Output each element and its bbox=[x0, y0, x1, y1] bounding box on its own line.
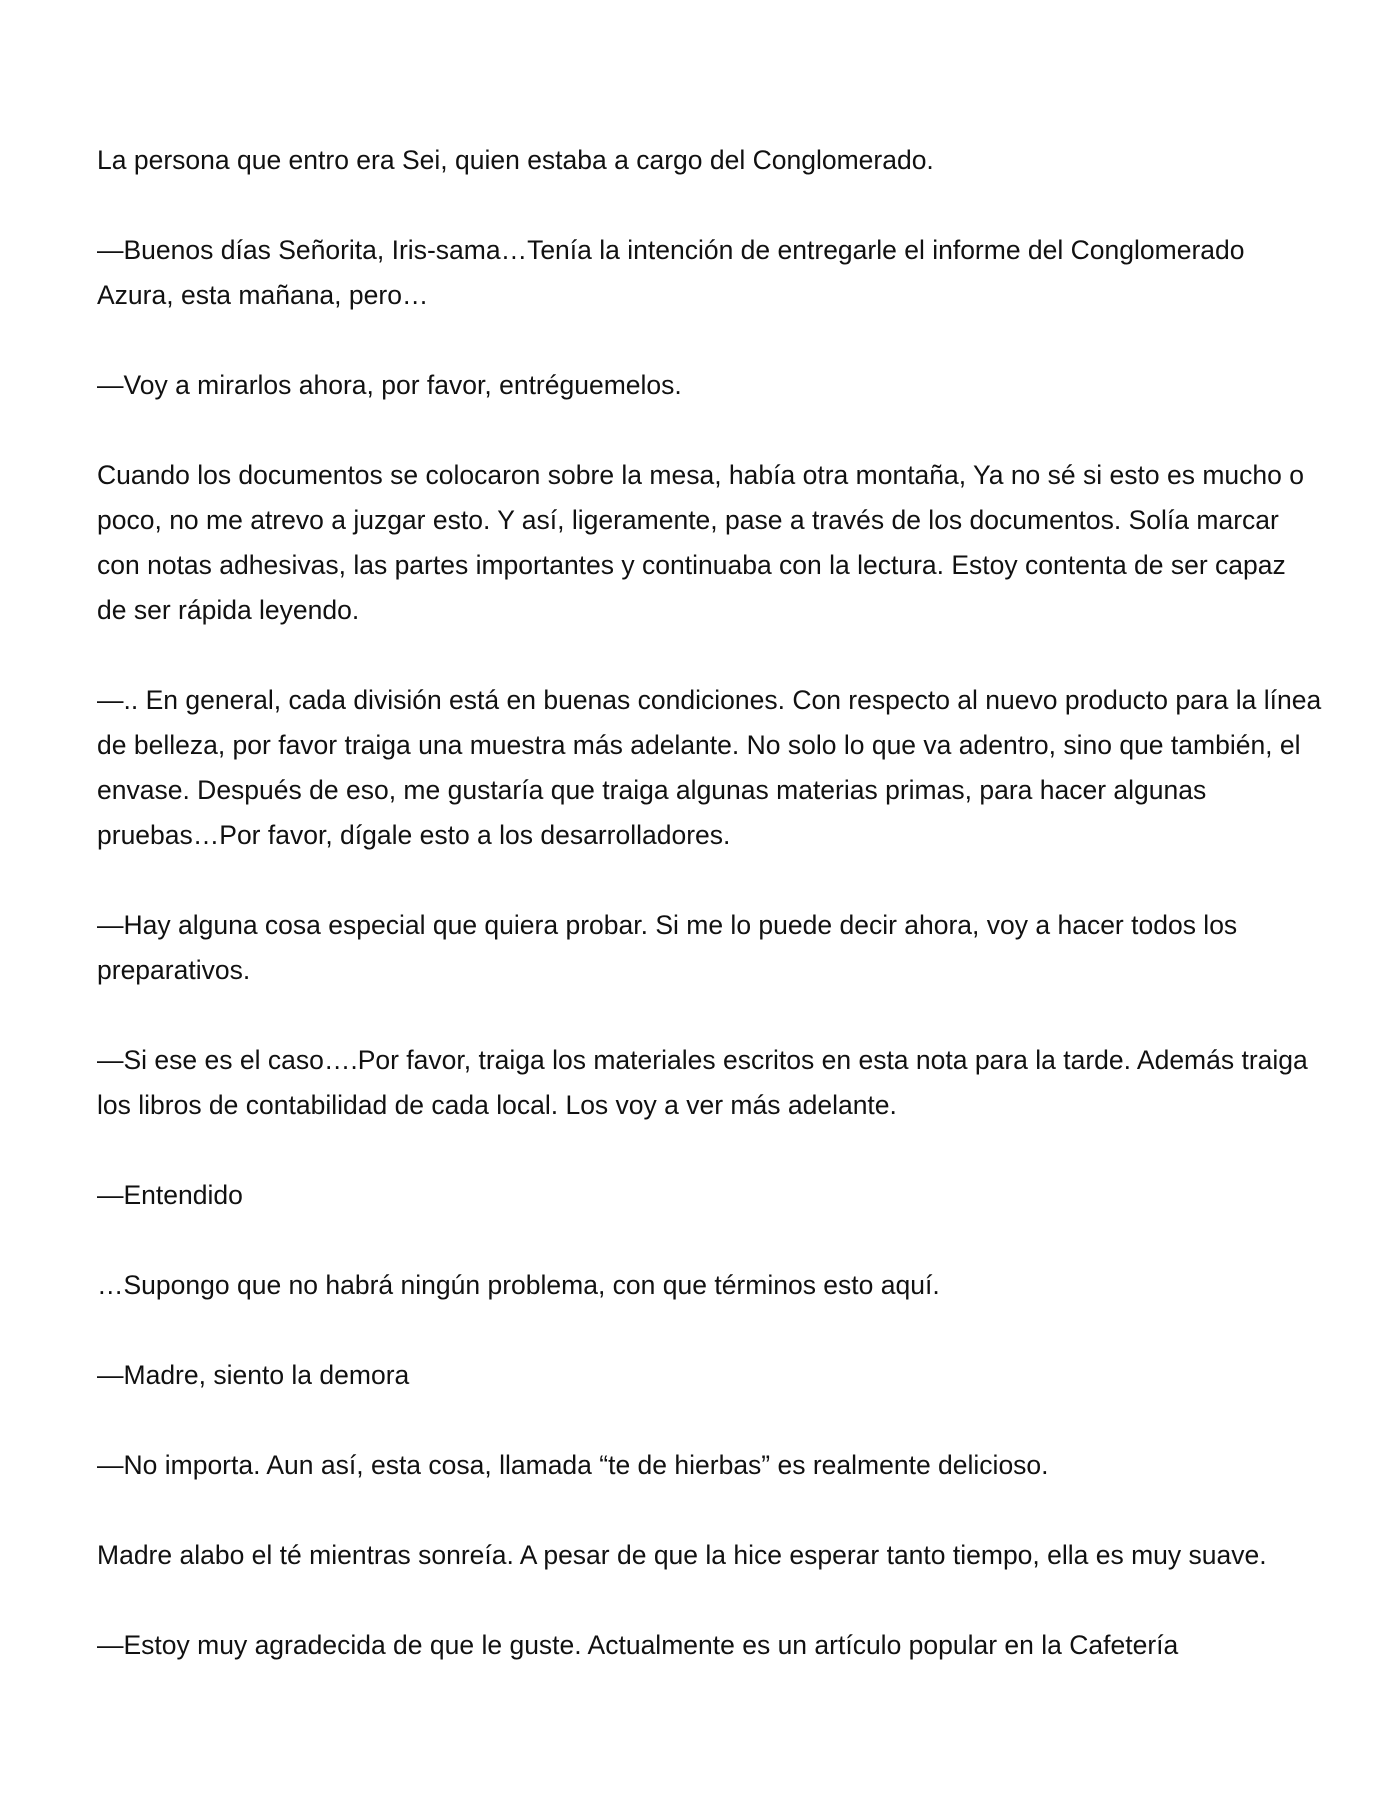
paragraph: La persona que entro era Sei, quien estaba a cargo del Conglomerado. bbox=[97, 145, 934, 175]
paragraph: Madre alabo el té mientras sonreía. A pesar de que la hice esperar tanto tiempo, ella es muy suave. bbox=[97, 1540, 1267, 1570]
paragraph: Cuando los documentos se colocaron sobre la mesa, había otra montaña, Ya no sé si esto es mucho o poco, no me atrevo a juzgar esto. Y así, ligeramente, pase a través de los documentos. Solía marcar con notas adhesivas, las partes importantes y continuaba con la lectura. Estoy contenta de ser capaz de ser rápida leyendo. bbox=[97, 460, 1304, 625]
paragraph: …Supongo que no habrá ningún problema, con que términos esto aquí. bbox=[97, 1270, 940, 1300]
paragraph: —.. En general, cada división está en buenas condiciones. Con respecto al nuevo producto para la línea de belleza, por favor traiga una muestra más adelante. No solo lo que va adentro, sino que también, el envase. Después de eso, me gustaría que traiga algunas materias primas, para hacer algunas pruebas…Por favor, dígale esto a los desarrolladores. bbox=[97, 685, 1322, 850]
paragraph: —Madre, siento la demora bbox=[97, 1360, 410, 1390]
paragraph: —No importa. Aun así, esta cosa, llamada “te de hierbas” es realmente delicioso. bbox=[97, 1450, 1049, 1480]
paragraph: —Voy a mirarlos ahora, por favor, entréguemelos. bbox=[97, 370, 682, 400]
paragraph: —Si ese es el caso….Por favor, traiga los materiales escritos en esta nota para la tarde. Además traiga los libros de contabilidad de cada local. Los voy a ver más adelante. bbox=[97, 1045, 1308, 1120]
document-text-body bbox=[97, 138, 1322, 1668]
paragraph: —Buenos días Señorita, Iris-sama…Tenía la intención de entregarle el informe del Conglomerado Azura, esta mañana, pero… bbox=[97, 235, 1245, 310]
paragraph: —Hay alguna cosa especial que quiera probar. Si me lo puede decir ahora, voy a hacer todos los preparativos. bbox=[97, 910, 1238, 985]
paragraph: —Estoy muy agradecida de que le guste. Actualmente es un artículo popular en la Cafetería bbox=[97, 1630, 1179, 1660]
paragraph: —Entendido bbox=[97, 1180, 243, 1210]
